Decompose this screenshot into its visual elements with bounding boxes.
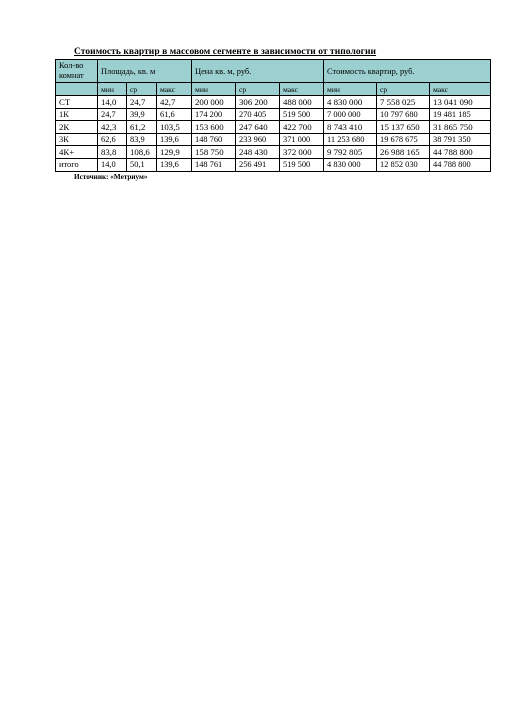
table-cell: 14,0 [98,158,127,171]
table-cell: 108,6 [127,146,157,159]
table-cell: 174 200 [192,108,236,121]
table-cell: 139,6 [157,133,192,146]
table-cell: 12 852 030 [377,158,430,171]
header-area: Площадь, кв. м [98,60,192,83]
table-cell: 422 700 [280,121,324,134]
table-cell: 83,9 [127,133,157,146]
table-cell: 233 960 [236,133,280,146]
table-cell: 158 750 [192,146,236,159]
table-cell: 26 988 165 [377,146,430,159]
table-cell: 83,8 [98,146,127,159]
table-cell: 306 200 [236,96,280,109]
source-note: Источник: «Метриум» [74,173,148,181]
table-cell: 519 500 [280,108,324,121]
table-cell: 7 558 025 [377,96,430,109]
table-cell: 4 830 000 [324,158,377,171]
header-rooms: Кол-во комнат [56,60,98,83]
table-body [56,96,491,172]
row-label: 3К [56,133,98,146]
table-cell: 9 792 805 [324,146,377,159]
row-label: 2К [56,121,98,134]
table-cell: 129,9 [157,146,192,159]
table-cell: 256 491 [236,158,280,171]
table-cell: 372 000 [280,146,324,159]
table-cell: 24,7 [127,96,157,109]
subheader-cell: макс [280,83,324,96]
table-cell: 7 000 000 [324,108,377,121]
table-cell: 38 791 350 [430,133,491,146]
table-cell: 371 000 [280,133,324,146]
table-cell: 519 500 [280,158,324,171]
table-cell: 39,9 [127,108,157,121]
table-cell: 61,2 [127,121,157,134]
table-cell: 153 600 [192,121,236,134]
table-row [56,108,491,121]
row-label: итого [56,158,98,171]
subheader-cell: мин [98,83,127,96]
subheader-cell: мин [192,83,236,96]
subheader-cell: мин [324,83,377,96]
table-cell: 19 481 185 [430,108,491,121]
table-cell: 488 000 [280,96,324,109]
table-cell: 50,1 [127,158,157,171]
table-cell: 139,6 [157,158,192,171]
table-cell: 15 137 650 [377,121,430,134]
header-cost: Стоимость квартир, руб. [324,60,491,83]
table-row [56,146,491,159]
subheader-cell: ср [236,83,280,96]
table-cell: 148 761 [192,158,236,171]
table-row [56,158,491,171]
table-cell: 61,6 [157,108,192,121]
table-cell: 62,6 [98,133,127,146]
table-cell: 8 743 410 [324,121,377,134]
table-cell: 11 253 680 [324,133,377,146]
subheader-cell: ср [377,83,430,96]
table-cell: 10 797 680 [377,108,430,121]
row-label: 4К+ [56,146,98,159]
table-cell: 24,7 [98,108,127,121]
table-cell: 247 640 [236,121,280,134]
table-row [56,96,491,109]
subheader-cell: макс [430,83,491,96]
table-row [56,121,491,134]
table-cell: 200 000 [192,96,236,109]
table-cell: 14,0 [98,96,127,109]
table-row [56,133,491,146]
table-cell: 103,5 [157,121,192,134]
header-price-per-m2: Цена кв. м, руб. [192,60,324,83]
document-title: Стоимость квартир в массовом сегменте в зависимости от типологии [74,47,377,57]
table-subheader-row [56,83,491,96]
table-cell: 148 760 [192,133,236,146]
subheader-cell: ср [127,83,157,96]
subheader-empty [56,83,98,96]
table-header-row [56,60,491,83]
table-cell: 44 788 800 [430,158,491,171]
table-cell: 4 830 000 [324,96,377,109]
table-cell: 19 678 675 [377,133,430,146]
table-cell: 13 041 090 [430,96,491,109]
table-cell: 31 865 750 [430,121,491,134]
table-cell: 44 788 800 [430,146,491,159]
table-cell: 42,7 [157,96,192,109]
row-label: СТ [56,96,98,109]
apartment-cost-table [55,59,491,172]
table-cell: 270 405 [236,108,280,121]
subheader-cell: макс [157,83,192,96]
row-label: 1К [56,108,98,121]
table-cell: 248 430 [236,146,280,159]
table-cell: 42,3 [98,121,127,134]
